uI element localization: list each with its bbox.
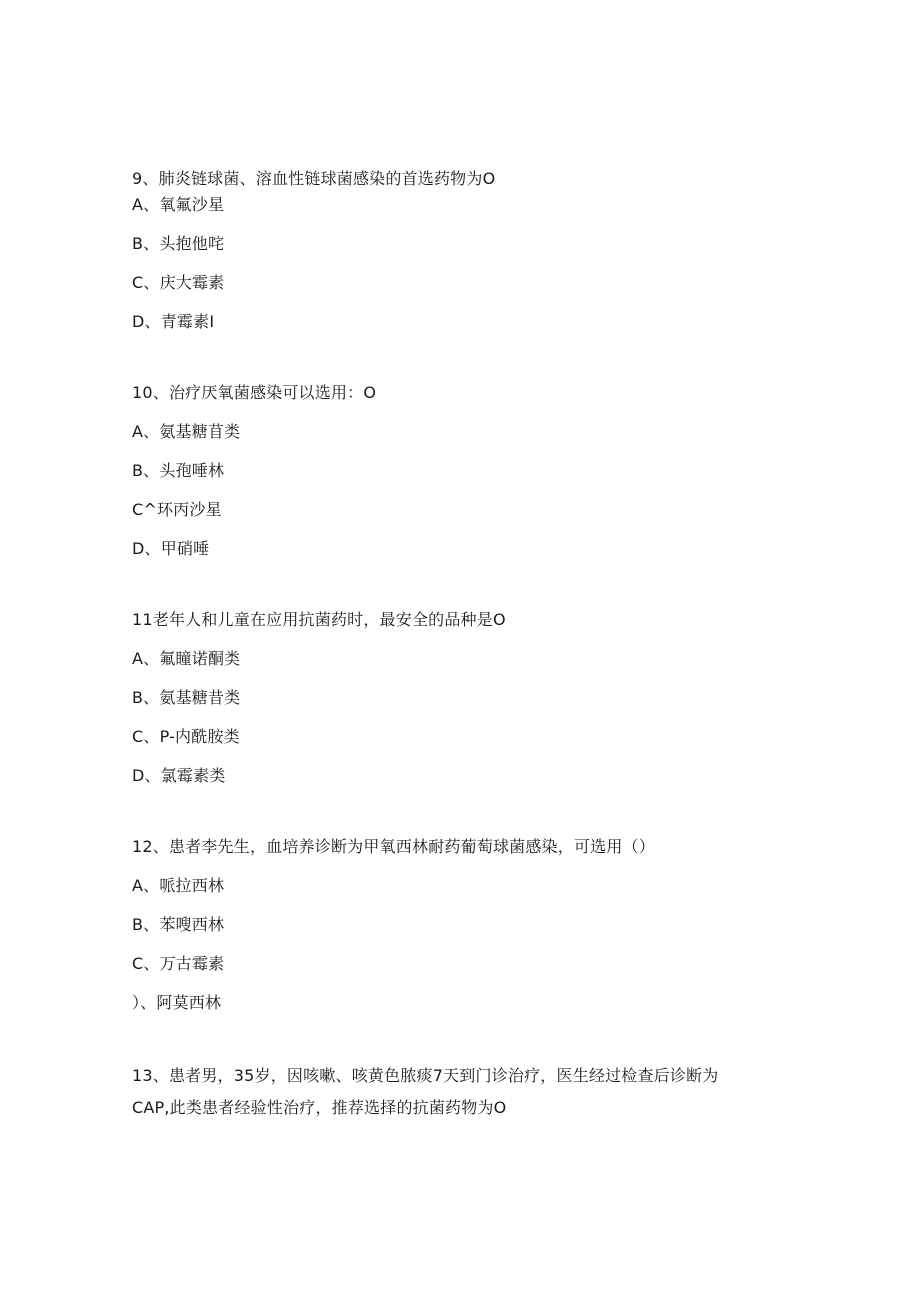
question-9-option-c: C、庆大霉素 (132, 273, 225, 292)
question-13-stem-line-1: 13、患者男，35岁，因咳嗽、咳黄色脓痰7天到门诊治疗，医生经过检查后诊断为 (132, 1066, 719, 1085)
question-9-option-a: A、氧氟沙星 (132, 195, 225, 214)
question-10-option-c: C^环丙沙星 (132, 500, 222, 519)
question-11-option-d: D、氯霉素类 (132, 766, 226, 785)
question-12-option-b: B、苯嗖西林 (132, 915, 225, 934)
question-9-stem: 9、肺炎链球菌、溶血性链球菌感染的首选药物为O (132, 169, 496, 188)
question-11-stem: 11老年人和儿童在应用抗菌药时，最安全的品种是O (132, 610, 506, 629)
question-10-option-d: D、甲硝唾 (132, 539, 210, 558)
question-11-option-a: A、氟瞳诺酮类 (132, 649, 241, 668)
question-9-option-b: B、头抱他咤 (132, 234, 225, 253)
question-10-option-b: B、头孢唾林 (132, 461, 225, 480)
question-11-option-b: B、氨基糖昔类 (132, 688, 241, 707)
question-10-option-a: A、氨基糖苜类 (132, 422, 241, 441)
question-12-option-a: A、哌拉西林 (132, 876, 225, 895)
question-11-option-c: C、P-内酰胺类 (132, 727, 240, 746)
question-10-stem: 10、治疗厌氧菌感染可以选用：O (132, 383, 377, 402)
question-12-option-c: C、万古霉素 (132, 954, 225, 973)
question-12-stem: 12、患者李先生，血培养诊断为甲氧西林耐药葡萄球菌感染，可选用（） (132, 837, 655, 856)
question-9-option-d: D、青霉素I (132, 312, 215, 331)
question-12-option-d: ）、阿莫西林 (132, 993, 222, 1012)
question-13-stem-line-2: CAP,此类患者经验性治疗，推荐选择的抗菌药物为O (132, 1098, 507, 1117)
